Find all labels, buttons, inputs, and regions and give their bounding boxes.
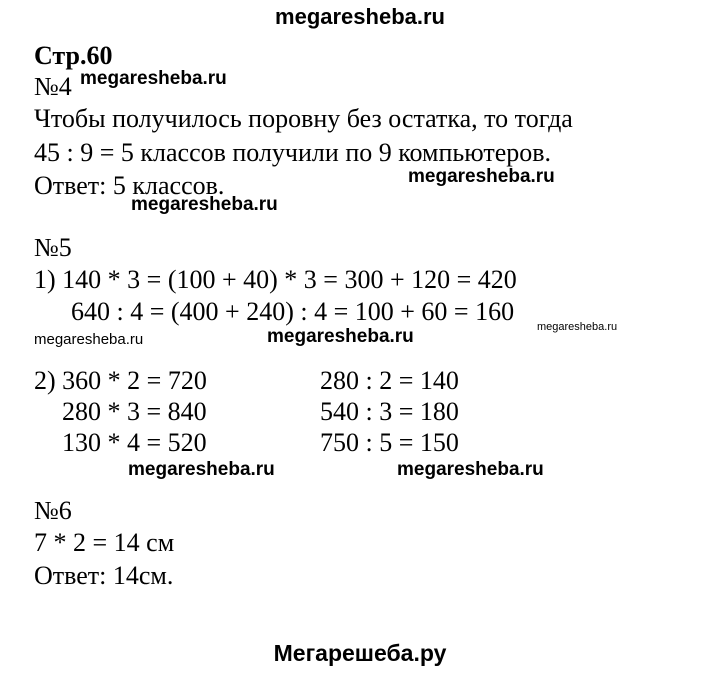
task4-answer: Ответ: 5 классов. (34, 171, 225, 200)
page-heading: Стр.60 (34, 41, 113, 70)
task5-part2-left-2: 280 * 3 = 840 (62, 397, 207, 426)
task5-part2-right-1: 280 : 2 = 140 (320, 366, 459, 395)
task5-part2-right-3: 750 : 5 = 150 (320, 428, 459, 457)
watermark-bottom-right: megaresheba.ru (397, 459, 544, 480)
task6-line1: 7 * 2 = 14 см (34, 528, 175, 557)
watermark-bottom-left: megaresheba.ru (128, 459, 275, 480)
task5-part2-left-1: 2) 360 * 2 = 720 (34, 366, 207, 395)
watermark-right-of-answer4: megaresheba.ru (408, 166, 555, 187)
task5-number: №5 (34, 233, 72, 262)
task5-part1-line2: 640 : 4 = (400 + 240) : 4 = 100 + 60 = 160 (71, 297, 515, 326)
task4-line2: 45 : 9 = 5 классов получили по 9 компьютеров. (34, 138, 552, 167)
task6-answer: Ответ: 14см. (34, 561, 174, 590)
watermark-top: megaresheba.ru (275, 4, 445, 29)
task5-part2-right-2: 540 : 3 = 180 (320, 397, 459, 426)
task5-part1-line1: 1) 140 * 3 = (100 + 40) * 3 = 300 + 120 = 420 (34, 265, 517, 294)
watermark-after-no4: megaresheba.ru (80, 68, 227, 89)
watermark-under-answer4: megaresheba.ru (131, 194, 278, 215)
watermark-left-plain: megaresheba.ru (34, 331, 144, 348)
watermark-center-mid: megaresheba.ru (267, 326, 414, 347)
task6-number: №6 (34, 496, 72, 525)
watermark-tiny-right: megaresheba.ru (537, 321, 618, 333)
task5-part2-left-3: 130 * 4 = 520 (62, 428, 207, 457)
task4-number: №4 (34, 72, 72, 101)
footer-site-name: Мегарешеба.ру (273, 640, 447, 666)
task4-line1: Чтобы получилось поровну без остатка, то тогда (34, 104, 573, 133)
